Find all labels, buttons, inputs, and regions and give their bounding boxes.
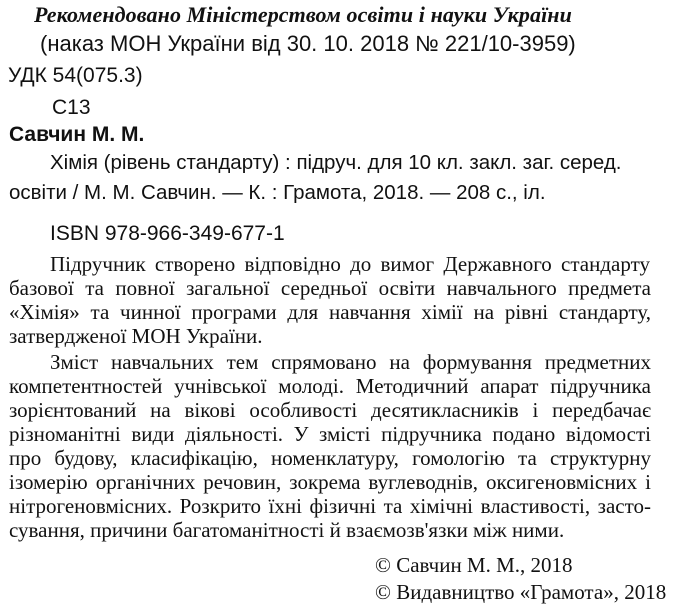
paragraph1-line-4: затвердженої МОН України.	[9, 324, 263, 348]
bbk-code: С13	[52, 96, 91, 119]
order-line: (наказ МОН України від 30. 10. 2018 № 221/10-3959)	[40, 31, 576, 56]
bibliographic-record-line-2: освіти / М. М. Савчин. — К. : Грамота, 2018. — 208 с., іл.	[9, 181, 546, 204]
paragraph2-line-3: зорієнтований на вікові особливості десятикласників і передбачає	[9, 398, 651, 422]
paragraph2-line-1: Зміст навчальних тем спрямовано на формування предметних	[50, 350, 651, 374]
paragraph2-line-8: сування, причини багатоманітності й взаємозв'язки між ними.	[9, 518, 565, 542]
paragraph2-line-6: ізомерію органічних речовин, зокрема вуглеводнів, оксигеновмісних і	[9, 470, 651, 494]
recommendation-line: Рекомендовано Міністерством освіти і науки України	[34, 2, 572, 27]
bibliographic-record-line-1: Хімія (рівень стандарту) : підруч. для 10 кл. закл. заг. серед.	[50, 151, 622, 174]
paragraph1-line-1: Підручник створено відповідно до вимог Державного стандарту	[50, 252, 650, 276]
paragraph1-line-2: базової та повної загальної середньої освіти навчального предмета	[9, 276, 651, 300]
isbn: ISBN 978-966-349-677-1	[50, 222, 285, 245]
copyright-publisher: © Видавництво «Грамота», 2018	[375, 580, 667, 604]
paragraph2-line-2: компетентностей учнівської молоді. Методичний апарат підручника	[9, 374, 651, 398]
udk-code: УДК 54(075.3)	[8, 64, 143, 87]
paragraph1-line-3: «Хімія» та чинної програми для навчання хімії на рівні стандарту,	[9, 300, 651, 324]
paragraph2-line-5: про будову, класифікацію, номенклатуру, гомологію та структурну	[9, 446, 651, 470]
author-heading: Савчин М. М.	[9, 123, 145, 146]
paragraph2-line-4: різноманітні види діяльності. У змісті підручника подано відомості	[9, 422, 651, 446]
copyright-author: © Савчин М. М., 2018	[375, 553, 573, 577]
paragraph2-line-7: нітрогеновмісних. Розкрито їхні фізичні та хімічні властивості, засто-	[9, 494, 651, 518]
